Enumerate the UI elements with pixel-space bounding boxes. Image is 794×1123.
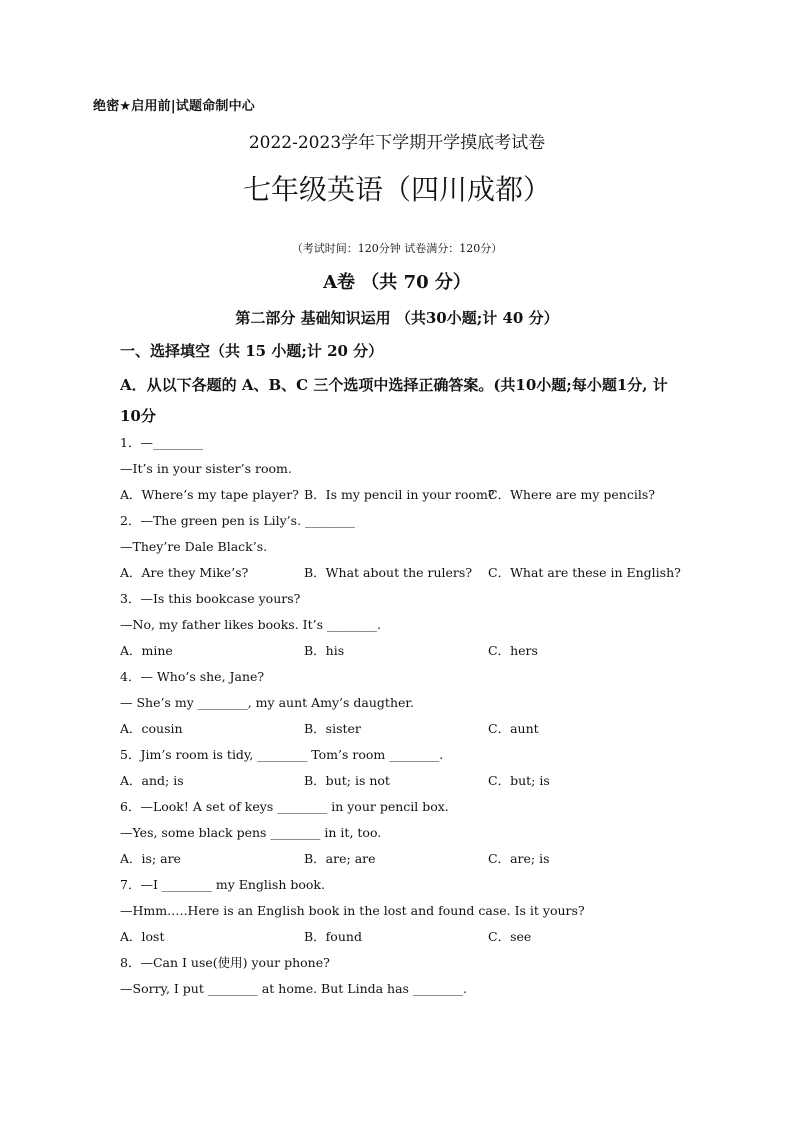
question-stem: 5．Jim’s room is tidy, ________ Tom’s room ________. [120, 747, 444, 762]
part-heading: 第二部分 基础知识运用 （共30小题;计 40 分） [235, 309, 559, 327]
section-heading: 一、选择填空（共 15 小题;计 20 分） [120, 342, 384, 360]
question-item [120, 664, 700, 742]
question-item [120, 950, 700, 1002]
question-stem: 8．—Can I use(使用) your phone? [120, 955, 330, 970]
question-list [120, 430, 700, 1002]
option-row [120, 482, 700, 508]
option-c: C．What are these in English? [488, 565, 681, 580]
option-a: A．Where’s my tape player? [120, 487, 299, 502]
exam-time-note: （考试时间：120分钟 试卷满分：120分） [291, 242, 503, 255]
confidential-label: 绝密★启用前|试题命制中心 [93, 99, 256, 114]
question-reply: —It’s in your sister’s room. [120, 461, 292, 476]
question-reply: —No, my father likes books. It’s ________. [120, 617, 381, 632]
option-c: C．hers [488, 643, 538, 658]
option-row [120, 846, 700, 872]
option-b: B．What about the rulers? [304, 565, 473, 580]
question-reply: —Hmm.….Here is an English book in the lost and found case. Is it yours? [120, 903, 585, 918]
option-row [120, 716, 700, 742]
question-item [120, 430, 700, 508]
option-a: A．cousin [120, 721, 183, 736]
question-reply: — She’s my ________, my aunt Amy’s daugther. [120, 695, 414, 710]
option-a: A．and; is [120, 773, 184, 788]
option-row [120, 560, 700, 586]
option-b: B．found [304, 929, 362, 944]
question-reply: —Yes, some black pens ________ in it, too. [120, 825, 382, 840]
option-a: A．lost [120, 929, 165, 944]
question-item [120, 586, 700, 664]
question-reply: —They’re Dale Black’s. [120, 539, 268, 554]
question-item [120, 508, 700, 586]
option-c: C．aunt [488, 721, 539, 736]
question-item [120, 794, 700, 872]
question-stem: 4．— Who’s she, Jane? [120, 669, 265, 684]
question-item [120, 872, 700, 950]
option-row [120, 768, 700, 794]
option-c: C．but; is [488, 773, 550, 788]
option-a: A．mine [120, 643, 173, 658]
option-b: B．are; are [304, 851, 376, 866]
option-b: B．but; is not [304, 773, 390, 788]
question-stem: 7．—I ________ my English book. [120, 877, 325, 892]
volume-heading: A卷 （共 70 分） [323, 272, 471, 293]
option-row [120, 638, 700, 664]
option-a: A．Are they Mike’s? [120, 565, 249, 580]
section-instruction: A．从以下各题的 A、B、C 三个选项中选择正确答案。(共10小题;每小题1分, 计10分 [120, 376, 668, 425]
option-c: C．see [488, 929, 532, 944]
question-stem: 6．—Look! A set of keys ________ in your pencil box. [120, 799, 449, 814]
exam-title: 七年级英语（四川成都） [242, 173, 551, 206]
question-stem: 3．—Is this bookcase yours? [120, 591, 301, 606]
option-c: C．are; is [488, 851, 550, 866]
option-b: B．his [304, 643, 345, 658]
exam-subtitle: 2022-2023学年下学期开学摸底考试卷 [248, 133, 546, 153]
question-stem: 2．—The green pen is Lily’s. ________ [120, 513, 356, 528]
question-item [120, 742, 700, 794]
option-b: B．sister [304, 721, 361, 736]
option-a: A．is; are [120, 851, 181, 866]
option-row [120, 924, 700, 950]
question-stem: 1．—________ [120, 435, 203, 450]
option-b: B．Is my pencil in your room? [304, 487, 495, 502]
question-reply: —Sorry, I put ________ at home. But Linda has ________. [120, 981, 467, 996]
option-c: C．Where are my pencils? [488, 487, 655, 502]
